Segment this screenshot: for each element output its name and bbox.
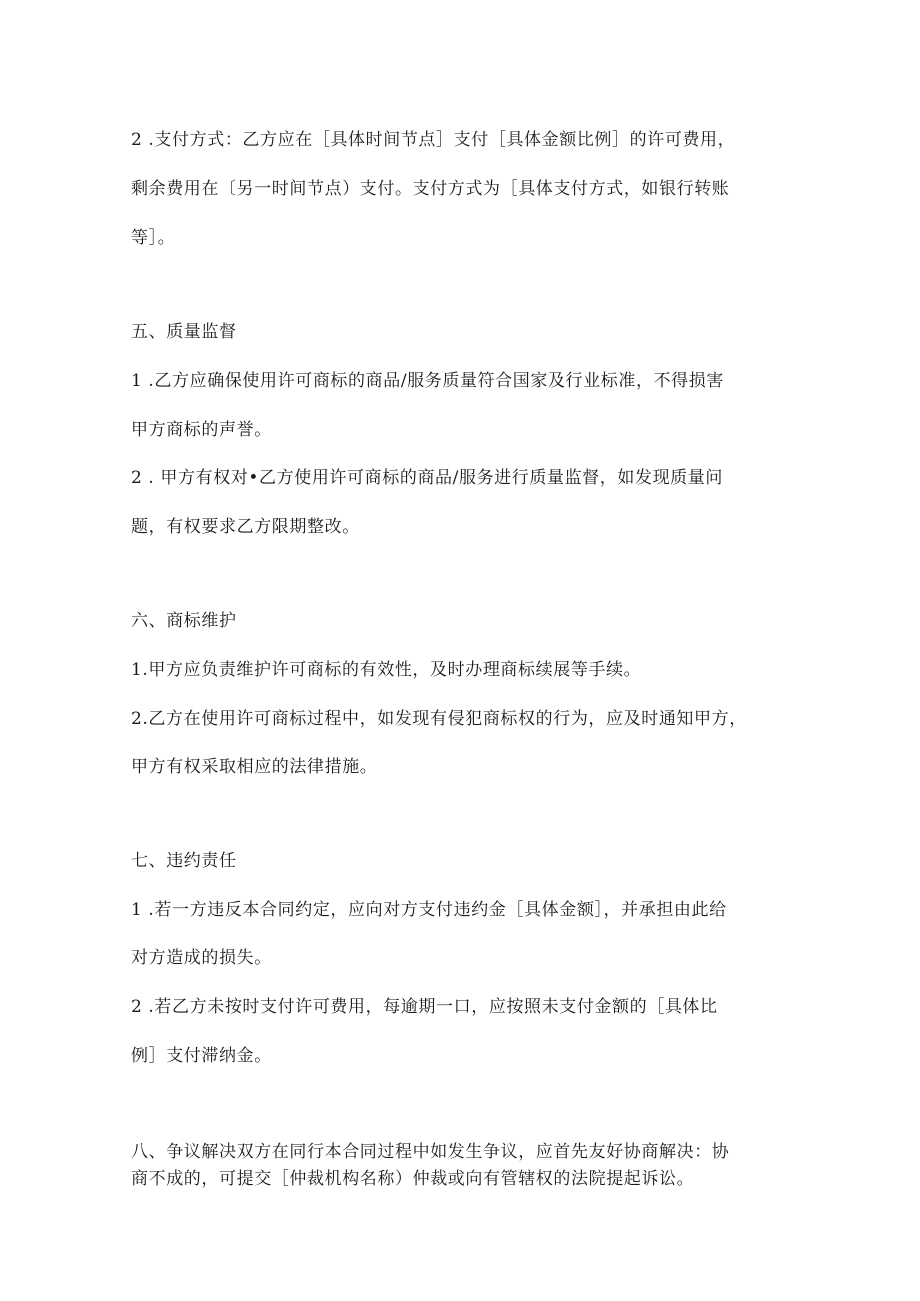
liability-clause-2-line-2: 例］支付滞纳金。 [131, 1046, 272, 1066]
section-dispute-line-2: 商不成的，可提交［仲裁机构名称）仲裁或向有管辖权的法院提起诉讼。 [131, 1169, 695, 1189]
section-heading-liability: 七、违约责任 [131, 851, 237, 871]
section-heading-quality: 五、质量监督 [131, 322, 237, 342]
maintenance-clause-2-line-1: 2.乙方在使用许可商标过程中，如发现有侵犯商标权的行为，应及时通知甲方， [131, 709, 747, 729]
section-heading-maintenance: 六、商标维护 [131, 611, 237, 631]
liability-clause-1-line-1: 1 .若一方违反本合同约定，应向对方支付违约金［具体金额］，并承担由此给 [131, 900, 727, 920]
payment-method-line-2: 剩余费用在〔另一时间节点）支付。支付方式为［具体支付方式，如银行转账 [131, 179, 730, 199]
maintenance-clause-2-line-2: 甲方有权采取相应的法律措施。 [131, 757, 378, 777]
quality-clause-2-line-1: 2 . 甲方有权对•乙方使用许可商标的商品/服务进行质量监督，如发现质量问 [131, 468, 723, 488]
quality-clause-1-line-2: 甲方商标的声誉。 [131, 420, 272, 440]
maintenance-clause-1: 1.甲方应负责维护许可商标的有效性，及时办理商标续展等手续。 [131, 660, 642, 680]
quality-clause-2-line-2: 题，有权要求乙方限期整改。 [131, 517, 360, 537]
quality-clause-1-line-1: 1 .乙方应确保使用许可商标的商品/服务质量符合国家及行业标准，不得损害 [131, 371, 724, 391]
payment-method-line-3: 等］。 [131, 228, 176, 248]
liability-clause-2-line-1: 2 .若乙方未按时支付许可费用，每逾期一口，应按照未支付金额的［具体比 [131, 997, 718, 1017]
payment-method-line-1: 2 .支付方式：乙方应在［具体时间节点］支付［具体金额比例］的许可费用， [131, 130, 736, 150]
liability-clause-1-line-2: 对方造成的损失。 [131, 948, 272, 968]
section-dispute-line-1: 八、争议解决双方在同行本合同过程中如发生争议，应首先友好协商解决：协 [131, 1142, 730, 1162]
